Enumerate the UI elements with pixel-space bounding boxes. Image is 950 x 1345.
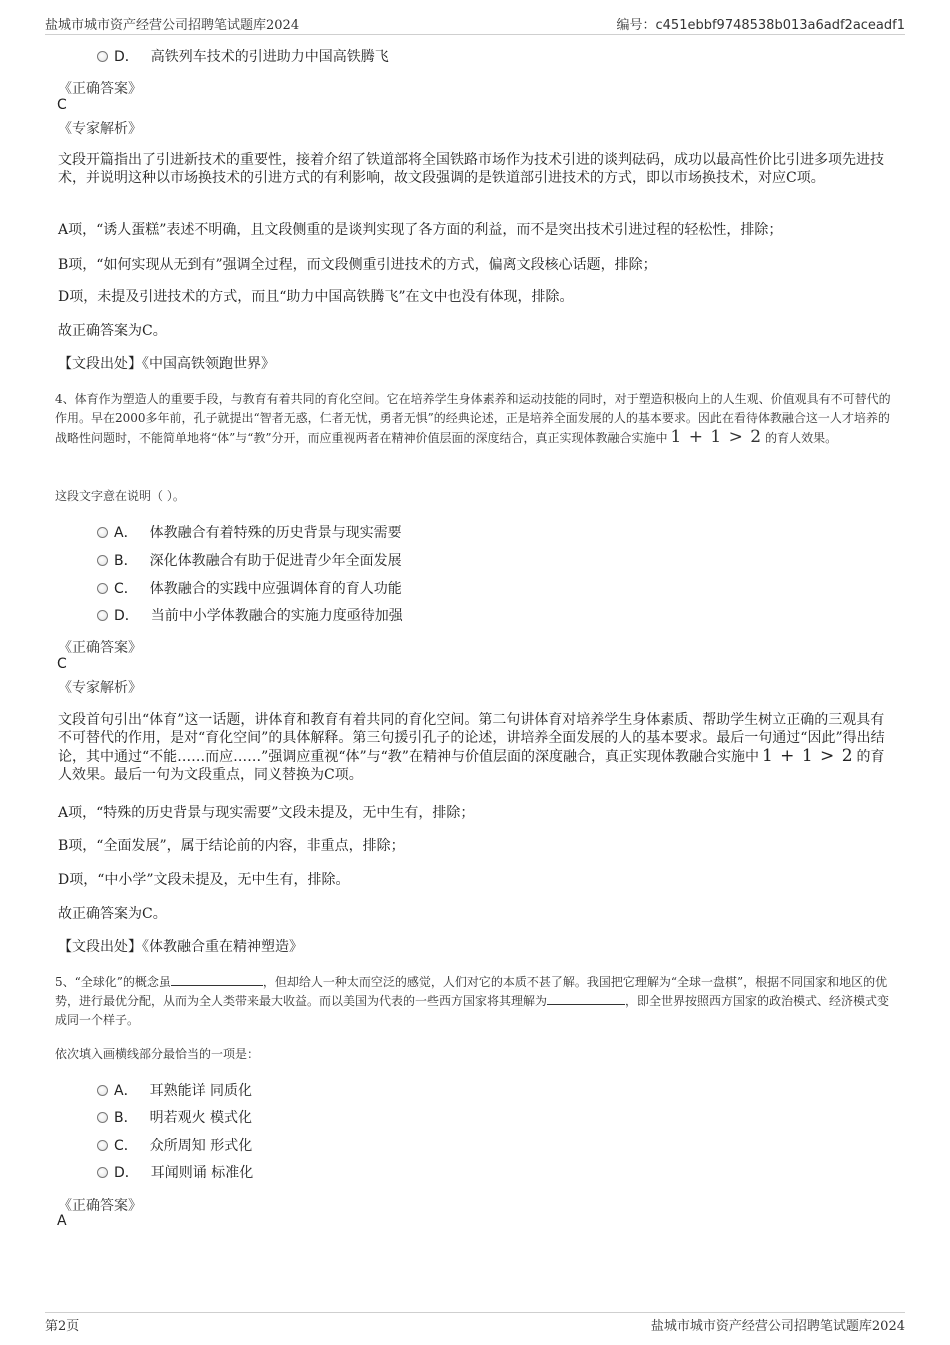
q4-option-b[interactable]: B． 深化体教融合有助于促进青少年全面发展 [97,551,402,571]
q3-analysis-label: 《专家解析》 [58,121,142,137]
math-expression: 1 + 1 > 2 [670,427,763,447]
radio-icon[interactable] [97,1112,108,1123]
q3-option-d[interactable]: D． 高铁列车技术的引进助力中国高铁腾飞 [97,47,389,67]
radio-icon[interactable] [97,1140,108,1151]
page-number: 第2页 [45,1319,80,1334]
header-doc-id: 编号：c451ebbf9748538b013a6adf2aceadf1 [616,18,905,33]
radio-icon[interactable] [97,610,108,621]
q3-analysis-a: A项，“诱人蛋糕”表述不明确，且文段侧重的是谈判实现了各方面的利益，而不是突出技术引进过程的轻松性，排除； [58,222,783,238]
math-expression: 1 + 1 > 2 [761,746,854,766]
q5-option-d[interactable]: D． 耳闻则诵 标准化 [97,1163,253,1183]
page-footer [45,1312,905,1335]
q3-conclusion: 故正确答案为C。 [58,323,167,339]
radio-icon[interactable] [97,1085,108,1096]
radio-icon[interactable] [97,527,108,538]
q5-option-c[interactable]: C． 众所周知 形式化 [97,1136,252,1156]
radio-icon[interactable] [97,583,108,594]
q4-correct-label: 《正确答案》 [58,640,142,656]
q5-option-b[interactable]: B． 明若观火 模式化 [97,1108,252,1128]
q4-answer: C [57,656,67,672]
q4-analysis-b: B项，“全面发展”，属于结论前的内容，非重点，排除； [58,838,405,854]
q5-question: 依次填入画横线部分最恰当的一项是： [55,1047,260,1061]
q5-option-a[interactable]: A． 耳熟能详 同质化 [97,1081,252,1101]
q4-source: 【文段出处】《体教融合重在精神塑造》 [58,939,303,955]
q5-answer: A [57,1213,67,1229]
q3-correct-label: 《正确答案》 [58,81,142,97]
q4-question: 这段文字意在说明（ ）。 [55,489,185,503]
q4-option-d[interactable]: D． 当前中小学体教融合的实施力度亟待加强 [97,606,403,626]
q4-analysis-label: 《专家解析》 [58,680,142,696]
q4-option-a[interactable]: A． 体教融合有着特殊的历史背景与现实需要 [97,523,402,543]
q4-analysis-main: 文段首句引出“体育”这一话题，讲体育和教育有着共同的育化空间。第二句讲体育对培养学生身体素质、帮助学生树立正确的三观具有不可替代的作用，是对“育化空间”的具体解释。第三句援引孔子的论述，讲培养全面发展的人的基本要求。最后一句通过“因此”得出结论，其中通过“不能……而应……”强调应重视“体”与“教”在精神与价值层面的深度融合，真正实现体教融合实施中 1 + 1 > 2 的育人效果。最后一句为文段重点，同义替换为C项。 [58,712,885,783]
q5-stem: 5、“全球化”的概念虽 ，但却给人一种太而空泛的感觉，人们对它的本质不甚了解。我国把它理解为“全球一盘棋”，根据不同国家和地区的优势，进行最优分配，从而为全人类带来最大收益。而以美国为代表的一些西方国家将其理解为 ，即全世界按照西方国家的政治模式、经济模式变成同一个样子。 [55,975,890,1027]
q4-analysis-d: D项，“中小学”文段未提及，无中生有，排除。 [58,872,350,888]
header-title: 盐城市城市资产经营公司招聘笔试题库2024 [45,18,300,33]
radio-icon[interactable] [97,555,108,566]
q4-option-c[interactable]: C． 体教融合的实践中应强调体育的育人功能 [97,579,402,599]
q3-answer: C [57,97,67,113]
q4-stem: 4、体育作为塑造人的重要手段，与教育有着共同的育化空间。它在培养学生身体素养和运动技能的同时，对于塑造积极向上的人生观、价值观具有不可替代的作用。早在2000多年前，孔子就提出“智者无惑，仁者无忧，勇者无惧”的经典论述，正是培养全面发展的人的基本要求。因此在看待体教融合这一人才培养的战略性问题时，不能简单地将“体”与“教”分开，而应重视两者在精神价值层面的深度结合，真正实现体教融合实施中 1 + 1 > 2 的育人效果。 [55,392,891,447]
q3-source: 【文段出处】《中国高铁领跑世界》 [58,356,275,372]
q3-analysis-d: D项，未提及引进技术的方式，而且“助力中国高铁腾飞”在文中也没有体现，排除。 [58,289,574,305]
q4-analysis-a: A项，“特殊的历史背景与现实需要”文段未提及，无中生有，排除； [58,805,475,821]
footer-title: 盐城市城市资产经营公司招聘笔试题库2024 [650,1319,905,1334]
q3-analysis-b: B项，“如何实现从无到有”强调全过程，而文段侧重引进技术的方式，偏离文段核心话题，排除； [58,257,657,273]
radio-icon[interactable] [97,51,108,62]
q3-analysis-main: 文段开篇指出了引进新技术的重要性，接着介绍了铁道部将全国铁路市场作为技术引进的谈判砝码，成功以最高性价比引进多项先进技术，并说明这种以市场换技术的引进方式的有利影响，故文段强调的是铁道部引进技术的方式，即以市场换技术，对应C项。 [58,152,884,186]
q5-correct-label: 《正确答案》 [58,1198,142,1214]
fill-blank-1[interactable] [171,985,263,986]
radio-icon[interactable] [97,1167,108,1178]
q4-conclusion: 故正确答案为C。 [58,906,167,922]
fill-blank-2[interactable] [547,1004,625,1005]
page-header [45,14,905,35]
